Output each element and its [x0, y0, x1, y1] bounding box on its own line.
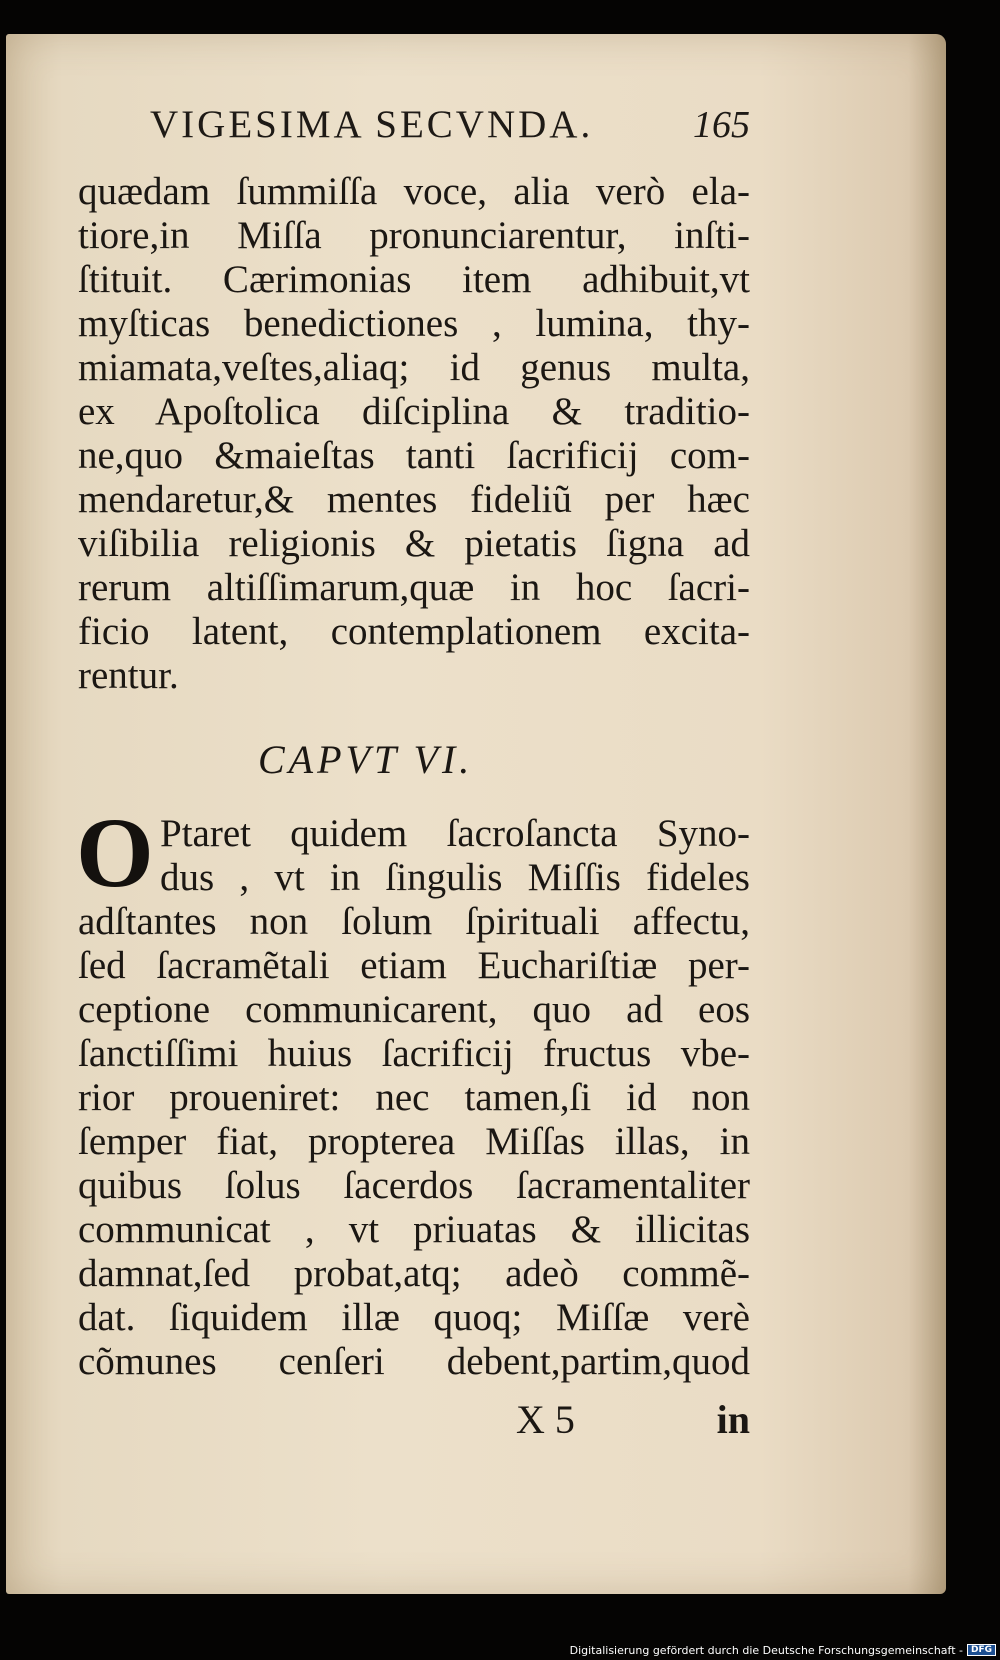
- text-line: adſtantes non ſolum ſpirituali affectu,: [78, 900, 750, 943]
- catchword: in: [716, 1397, 750, 1442]
- running-head: VIGESIMA SECVNDA.: [150, 103, 594, 146]
- text-line: ceptione communicarent, quo ad eos: [78, 988, 750, 1031]
- text-line: ne,quo &maieſtas tanti ſacrificij com-: [78, 434, 750, 477]
- dfg-logo: DFG: [967, 1644, 996, 1656]
- text-line: damnat,ſed probat,atq; adeò commẽ-: [78, 1252, 750, 1295]
- page-number: 165: [693, 104, 750, 146]
- text-line: ſtituit. Cærimonias item adhibuit,vt: [78, 258, 750, 301]
- text-line: dus , vt in ſingulis Miſſis fideles: [160, 856, 750, 899]
- text-line: mendaretur,& mentes fideliũ per hæc: [78, 478, 750, 521]
- text-line: rerum altiſſimarum,quæ in hoc ſacri-: [78, 566, 750, 609]
- text-line: miamata,veſtes,aliaq; id genus multa,: [78, 346, 750, 389]
- text-line: quædam ſummiſſa voce, alia verò ela-: [78, 170, 750, 213]
- text-line: myſticas benedictiones , lumina, thy-: [78, 302, 750, 345]
- signature-mark: X 5: [516, 1397, 575, 1442]
- text-line: ex Apoſtolica diſciplina & traditio-: [78, 390, 750, 433]
- text-line: dat. ſiquidem illæ quoq; Miſſæ verè: [78, 1296, 750, 1339]
- page-header: [150, 102, 750, 152]
- text-line: communicat , vt priuatas & illicitas: [78, 1208, 750, 1251]
- chapter-heading: CAPVT VI.: [258, 737, 474, 782]
- credit-text: Digitalisierung gefördert durch die Deutsche Forschungsgemeinschaft -: [569, 1643, 963, 1657]
- text-line: rior proueniret: nec tamen,ſi id non: [78, 1076, 750, 1119]
- text-line: ſed ſacramẽtali etiam Euchariſtiæ per-: [78, 944, 750, 987]
- text-line: rentur.: [78, 654, 179, 697]
- text-line: viſibilia religionis & pietatis ſigna ad: [78, 522, 750, 565]
- digitization-credit: [570, 1642, 996, 1658]
- text-line: ſanctiſſimi huius ſacrificij fructus vbe-: [78, 1032, 750, 1075]
- drop-cap: O: [76, 797, 154, 908]
- text-line: Ptaret quidem ſacroſancta Syno-: [160, 812, 750, 855]
- text-line: ficio latent, contemplationem excita-: [78, 610, 750, 653]
- page-footer: [78, 1396, 750, 1446]
- text-line: ſemper fiat, propterea Miſſas illas, in: [78, 1120, 750, 1163]
- text-line: quibus ſolus ſacerdos ſacramentaliter: [78, 1164, 750, 1207]
- text-line: tiore,in Miſſa pronunciarentur, inſti-: [78, 214, 750, 257]
- text-line: cõmunes cenſeri debent,partim,quod: [78, 1340, 750, 1383]
